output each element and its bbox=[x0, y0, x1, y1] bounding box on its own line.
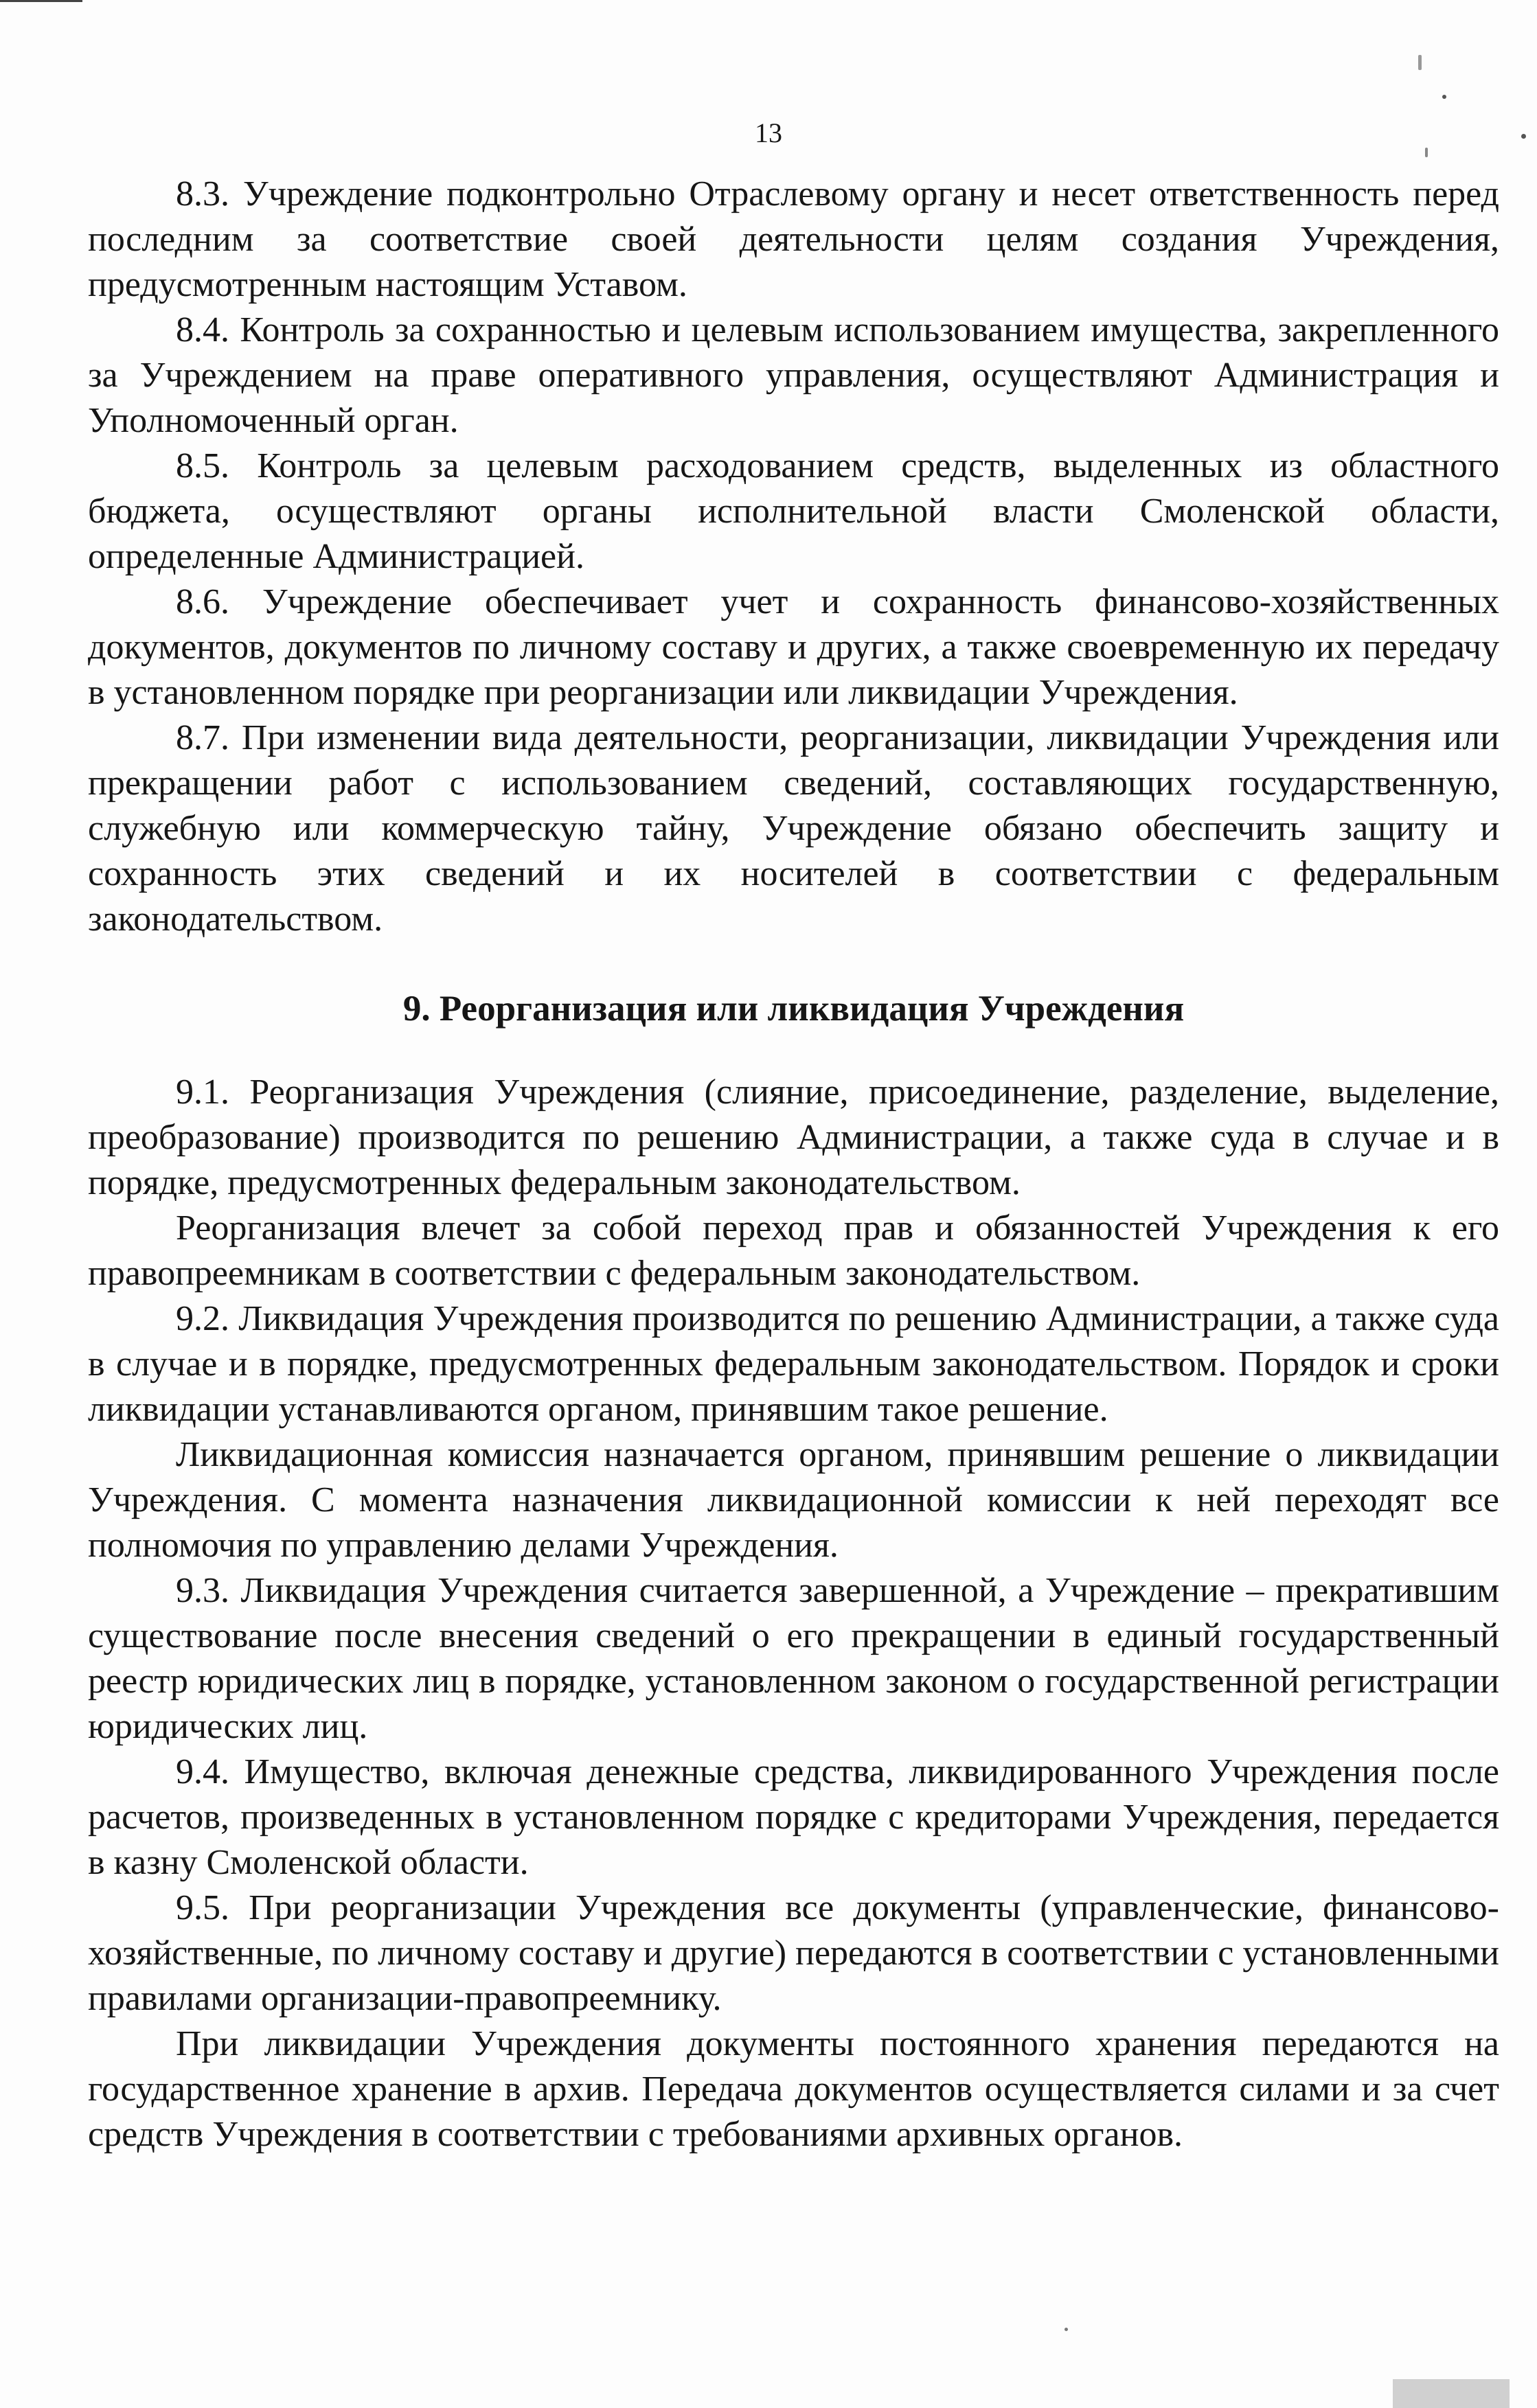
paragraph-9-5: 9.5. При реорганизации Учреждения все документы (управленческие, финансово-хозяйственные, по личному составу и другие) передаются в соответствии с установленными правилами организации-правопреемнику. bbox=[88, 1888, 1499, 2018]
section-heading-9: 9. Реорганизация или ликвидация Учреждения bbox=[402, 989, 1185, 1029]
document-body bbox=[88, 172, 1499, 2157]
scan-edge-shadow bbox=[1393, 2379, 1510, 2408]
scan-speck bbox=[1418, 55, 1422, 70]
paragraph-9-1: 9.1. Реорганизация Учреждения (слияние, присоединение, разделение, выделение, преобразование) производится по решению Администрации, а также суда в случае и в порядке, предусмотренных федеральным законодательством. bbox=[88, 1073, 1499, 1202]
scan-speck bbox=[1442, 95, 1446, 99]
paragraph-9-2-cont: Ликвидационная комиссия назначается органом, принявшим решение о ликвидации Учреждения. С момента назначения ликвидационной комиссии к ней переходят все полномочия по управлению делами Учреждения. bbox=[88, 1435, 1499, 1565]
scan-speck bbox=[1064, 2328, 1068, 2331]
paragraph-9-1-cont: Реорганизация влечет за собой переход прав и обязанностей Учреждения к его правопреемникам в соответствии с федеральным законодательством. bbox=[88, 1208, 1499, 1293]
paragraph-9-5-cont: При ликвидации Учреждения документы постоянного хранения передаются на государственное хранение в архив. Передача документов осуществляется силами и за счет средств Учреждения в соответствии с требованиями архивных органов. bbox=[88, 2024, 1499, 2154]
paragraph-8-4: 8.4. Контроль за сохранностью и целевым использованием имущества, закрепленного за Учреждением на праве оперативного управления, осуществляют Администрация и Уполномоченный орган. bbox=[88, 310, 1499, 440]
page-number: 13 bbox=[755, 117, 782, 148]
paragraph-9-2: 9.2. Ликвидация Учреждения производится по решению Администрации, а также суда в случае и в порядке, предусмотренных федеральным законодательством. Порядок и сроки ликвидации устанавливаются органом, принявшим такое решение. bbox=[88, 1299, 1499, 1429]
scan-speck bbox=[1425, 148, 1428, 157]
paragraph-8-5: 8.5. Контроль за целевым расходованием средств, выделенных из областного бюджета, осуществляют органы исполнительной власти Смоленской области, определенные Администрацией. bbox=[88, 446, 1499, 576]
paragraph-9-4: 9.4. Имущество, включая денежные средства, ликвидированного Учреждения после расчетов, произведенных в установленном порядке с кредиторами Учреждения, передается в казну Смоленской области. bbox=[88, 1752, 1499, 1882]
scan-edge-mark bbox=[0, 0, 82, 2]
paragraph-8-3: 8.3. Учреждение подконтрольно Отраслевому органу и несет ответственность перед последним за соответствие своей деятельности целям создания Учреждения, предусмотренным настоящим Уставом. bbox=[88, 174, 1499, 304]
paragraph-8-6: 8.6. Учреждение обеспечивает учет и сохранность финансово-хозяйственных документов, документов по личному составу и других, а также своевременную их передачу в установленном порядке при реорганизации или ликвидации Учреждения. bbox=[88, 582, 1499, 712]
paragraph-9-3: 9.3. Ликвидация Учреждения считается завершенной, а Учреждение – прекратившим существование после внесения сведений о его прекращении в единый государственный реестр юридических лиц в порядке, установленном законом о государственной регистрации юридических лиц. bbox=[88, 1571, 1499, 1746]
paragraph-8-7: 8.7. При изменении вида деятельности, реорганизации, ликвидации Учреждения или прекращении работ с использованием сведений, составляющих государственную, служебную или коммерческую тайну, Учреждение обязано обеспечить защиту и сохранность этих сведений и их носителей в соответствии с федеральным законодательством. bbox=[88, 718, 1499, 939]
